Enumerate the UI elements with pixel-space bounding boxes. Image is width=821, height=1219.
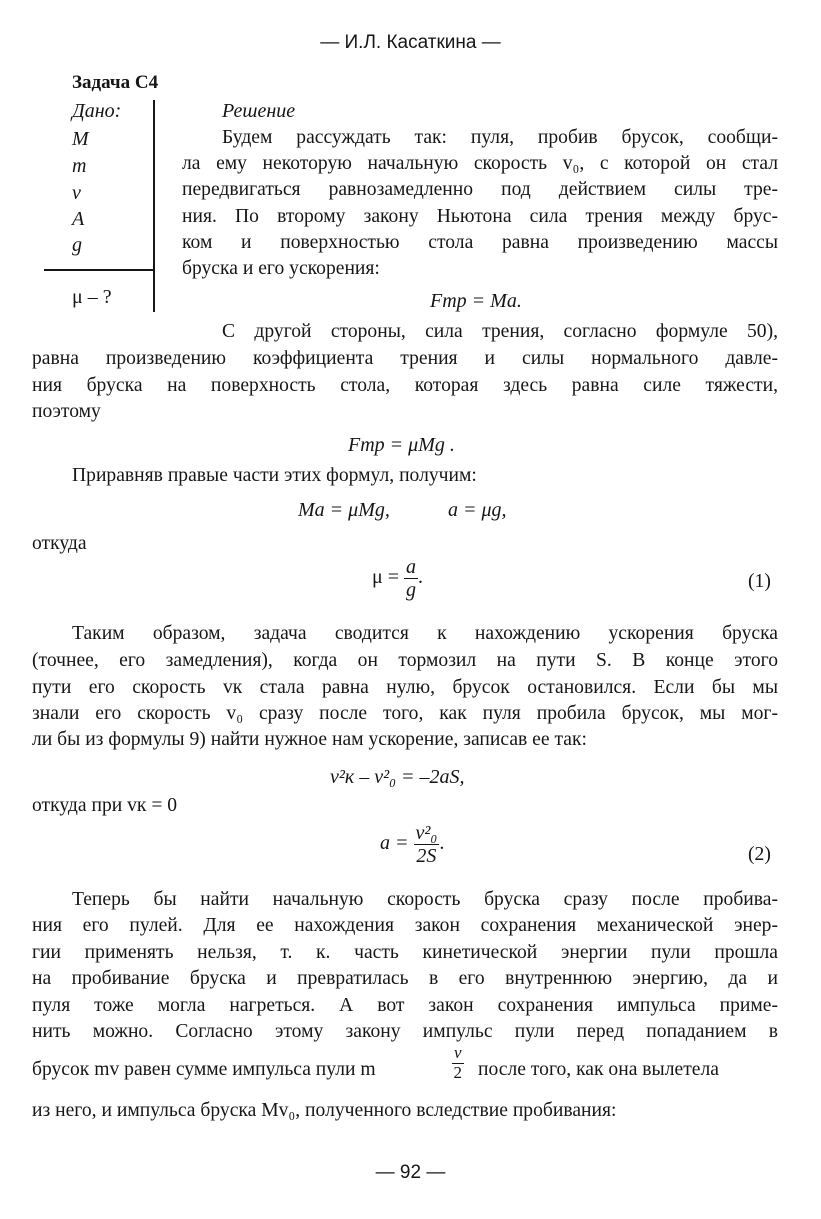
text-line: пуля тоже могла нагреться. А вот закон сохранения импульса приме- (32, 995, 778, 1016)
text-line: ния. По второму закону Ньютона сила трения между брус- (182, 206, 778, 227)
fraction-numerator: v (454, 1043, 462, 1062)
fraction-denominator: 2 (453, 1062, 463, 1082)
text-line: из него, и импульса бруска Mv₀, полученного вследствие пробивания: (32, 1100, 617, 1121)
text-line: ла ему некоторую начальную скорость v₀, с которой он стал (182, 153, 778, 174)
formula-equate-left: Ma = μMg, (298, 499, 390, 521)
formula-friction-mu: Fтр = μMg . (348, 434, 455, 456)
fraction-numerator: v²₀ (415, 822, 438, 844)
given-divider-vertical (153, 100, 155, 312)
text-line: пути его скорость vк стала равна нулю, брусок остановился. Если бы мы (32, 677, 778, 698)
fraction (452, 1044, 464, 1082)
text-line: С другой стороны, сила трения, согласно формуле 50), (222, 321, 778, 342)
text-line: Будем рассуждать так: пуля, пробив брусок, сообщи- (222, 127, 778, 148)
formula-acceleration: a = $\frac{\text{v²₀}}{2S}$ . (380, 822, 445, 867)
text-line: брусок mv равен сумме импульса пули m (32, 1059, 376, 1080)
equation-number: (1) (748, 571, 771, 592)
fraction (414, 822, 440, 867)
formula-friction-force: Fтр = Ma. (430, 290, 522, 312)
fraction-numerator: a (406, 556, 417, 578)
text-line: ния его пулей. Для ее нахождения закон сохранения механической энер- (32, 915, 778, 936)
text-line: передвигаться равнозамедленно под действием силы тре- (182, 179, 778, 200)
fraction-denominator: 2S (416, 845, 437, 867)
formula-mu-fraction: μ = $\frac{a}{g}$ . (372, 556, 424, 601)
text-line: Приравняв правые части этих формул, получим: (72, 465, 477, 486)
problem-title: Задача С4 (72, 72, 159, 93)
text-line: откуда (32, 533, 87, 554)
fraction-half-velocity (452, 1044, 464, 1082)
given-divider-horizontal (44, 269, 154, 271)
text-line: поэтому (32, 401, 101, 422)
text-line: равна произведению коэффициента трения и силы нормального давле- (32, 348, 778, 369)
text-line: нить можно. Согласно этому закону импульс пули перед попаданием в (32, 1021, 778, 1042)
given-item: A (72, 208, 85, 230)
formula-kinematics: v²к – v²₀ = –2aS, (330, 766, 465, 788)
formula-lhs: a = (380, 832, 409, 855)
solution-title: Решение (222, 100, 296, 122)
given-item: v (72, 182, 81, 204)
given-label: Дано: (72, 100, 122, 122)
text-line: после того, как она вылетела (478, 1059, 719, 1080)
unknown-quantity: μ – ? (72, 286, 112, 308)
fraction-denominator: g (406, 579, 417, 601)
text-line: ли бы из формулы 9) найти нужное нам ускорение, записав ее так: (32, 729, 587, 750)
text-line: (точнее, его замедления), когда он тормозил на пути S. В конце этого (32, 650, 778, 671)
page-number: — 92 — (375, 1162, 446, 1183)
text-line: бруска и его ускорения: (182, 258, 380, 279)
fraction (404, 556, 418, 601)
equation-number: (2) (748, 844, 771, 865)
text-line: гии применять нельзя, т. к. часть кинетической энергии пули прошла (32, 942, 778, 963)
text-line: ком и поверхностью стола равна произведению массы (182, 232, 778, 253)
formula-lhs: μ = (372, 566, 400, 589)
text-line: откуда при vк = 0 (32, 795, 178, 816)
text-line: ния бруска на поверхность стола, которая здесь равна силе тяжести, (32, 375, 778, 396)
given-item: M (72, 128, 89, 150)
text-line: на пробивание бруска и превратилась в его внутреннюю энергию, да и (32, 968, 778, 989)
text-line: Таким образом, задача сводится к нахождению ускорения бруска (72, 623, 778, 644)
formula-equate-right: a = μg, (448, 499, 507, 521)
running-header: — И.Л. Касаткина — (320, 32, 501, 53)
text-line: знали его скорость v₀ сразу после того, как пуля пробила брусок, мы мог- (32, 703, 778, 724)
given-item: m (72, 155, 87, 177)
given-item: g (72, 234, 82, 256)
text-line: Теперь бы найти начальную скорость бруска сразу после пробива- (72, 889, 778, 910)
